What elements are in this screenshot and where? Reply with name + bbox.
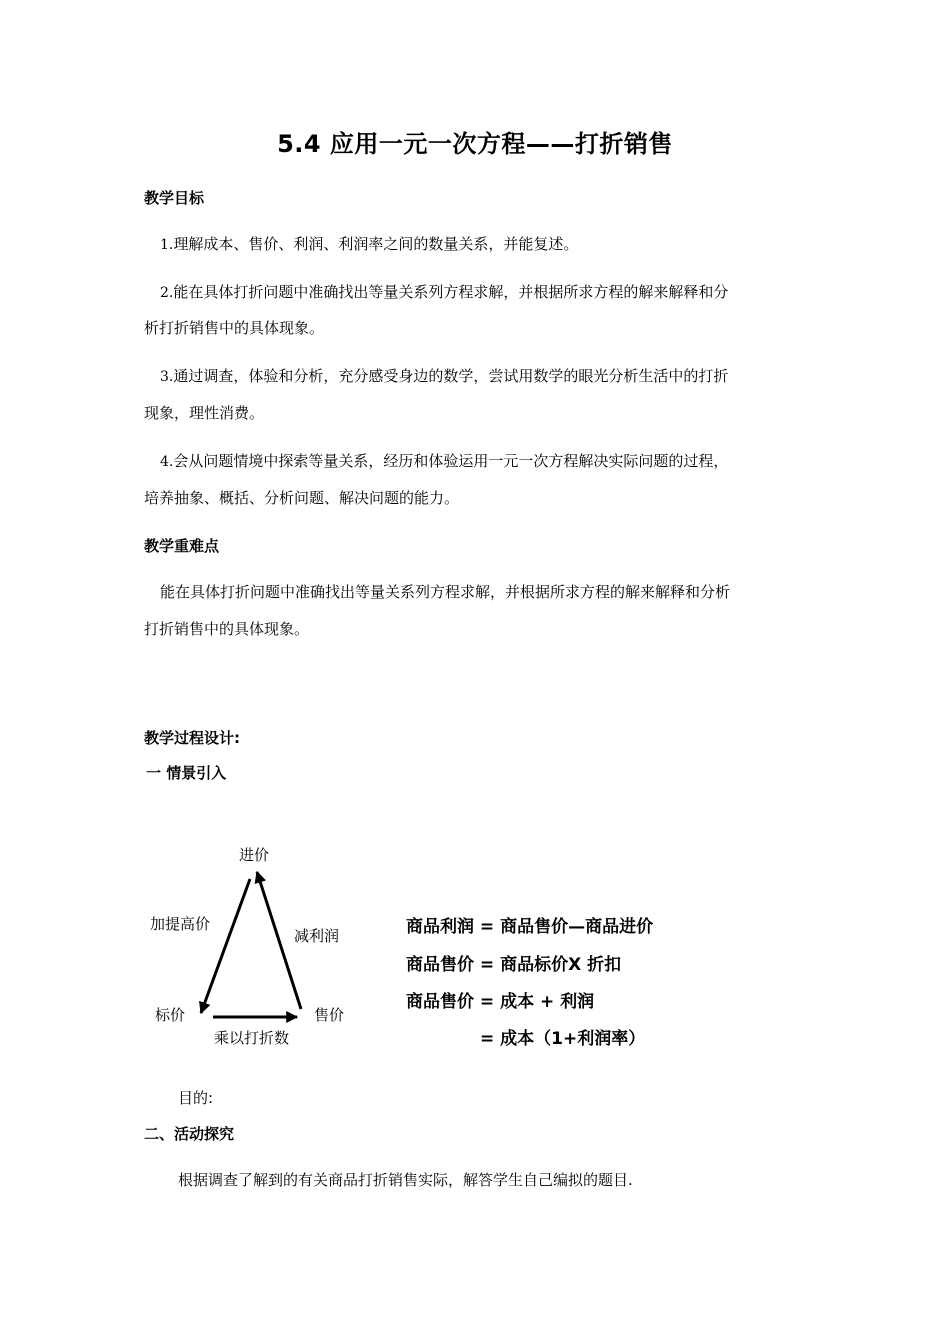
formula-sale-price-discount: 商品售价 = 商品标价X 折扣 bbox=[406, 955, 622, 975]
diagram-label-list-price: 标价 bbox=[155, 1006, 186, 1024]
objective-text-continued: 培养抽象、概括、分析问题、解决问题的能力。 bbox=[144, 489, 460, 507]
key-points-text-continued: 打折销售中的具体现象。 bbox=[144, 620, 310, 638]
purpose-label: 目的: bbox=[178, 1089, 214, 1107]
formula-sale-price-rate: = 成本（1+利润率） bbox=[480, 1029, 646, 1049]
objective-text: 通过调查，体验和分析，充分感受身边的数学，尝试用数学的眼光分析生活中的打折 bbox=[173, 367, 729, 385]
key-points-heading: 教学重难点 bbox=[144, 537, 220, 555]
objective-text-continued: 现象，理性消费。 bbox=[144, 404, 265, 422]
objective-text: 会从问题情境中探索等量关系，经历和体验运用一元一次方程解决实际问题的过程， bbox=[173, 452, 729, 470]
key-points-text: 能在具体打折问题中准确找出等量关系列方程求解，并根据所求方程的解来解释和分析 bbox=[160, 583, 731, 601]
objective-text: 能在具体打折问题中准确找出等量关系列方程求解，并根据所求方程的解来解释和分 bbox=[173, 283, 729, 301]
process-heading: 教学过程设计: bbox=[144, 729, 240, 747]
objective-number: 3. bbox=[160, 369, 174, 385]
objective-number: 2. bbox=[160, 285, 174, 301]
objective-number: 1. bbox=[160, 237, 174, 253]
diagram-label-cost: 进价 bbox=[239, 846, 270, 864]
activity-text: 根据调查了解到的有关商品打折销售实际，解答学生自己编拟的题目. bbox=[178, 1171, 633, 1189]
objective-text: 理解成本、售价、利润、利润率之间的数量关系，并能复述。 bbox=[173, 235, 579, 253]
formula-sale-price-cost: 商品售价 = 成本 + 利润 bbox=[406, 992, 595, 1012]
objective-number: 4. bbox=[160, 454, 174, 470]
page-title: 5.4 应用一元一次方程——打折销售 bbox=[277, 130, 673, 158]
diagram-label-markup: 加提高价 bbox=[150, 915, 211, 933]
diagram-label-discount: 乘以打折数 bbox=[214, 1029, 290, 1047]
diagram-label-sale-price: 售价 bbox=[314, 1006, 345, 1024]
objectives-heading: 教学目标 bbox=[144, 189, 205, 207]
section-1-heading: 一 情景引入 bbox=[146, 764, 227, 782]
formula-profit: 商品利润 = 商品售价—商品进价 bbox=[406, 917, 654, 937]
diagram-label-minus-profit: 减利润 bbox=[294, 927, 340, 945]
edge-cost-to-list-arrow bbox=[201, 879, 250, 1013]
objective-text-continued: 析打折销售中的具体现象。 bbox=[144, 319, 325, 337]
section-2-heading: 二、活动探究 bbox=[144, 1125, 235, 1143]
